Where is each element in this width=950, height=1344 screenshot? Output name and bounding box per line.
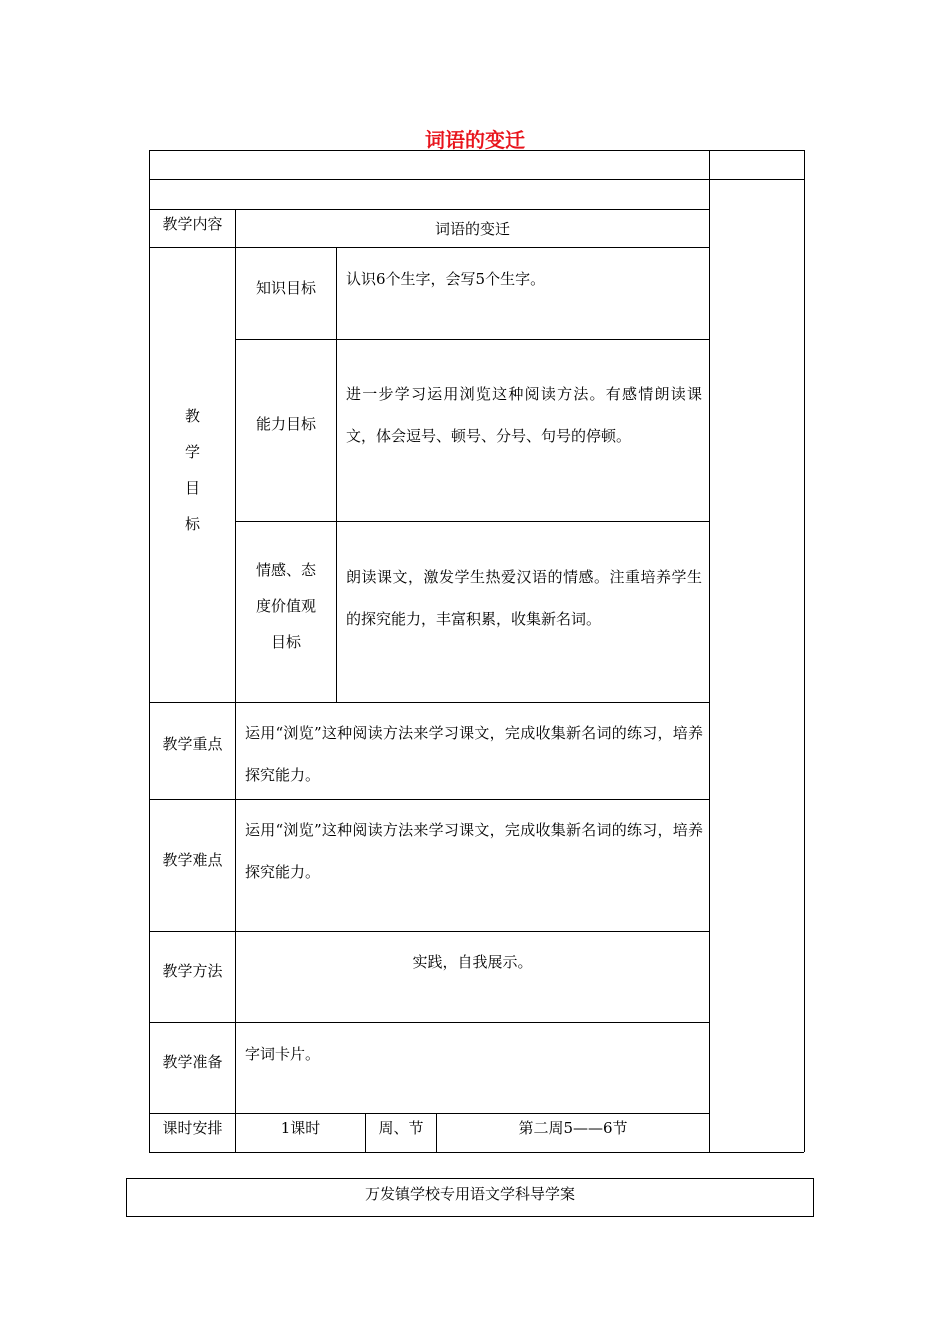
difficulty-text: 运用“浏览”这种阅读方法来学习课文，完成收集新名词的练习，培养探究能力。 bbox=[245, 821, 703, 881]
content-label: 教学内容 bbox=[162, 215, 223, 233]
schedule-week-value: 第二周5——6节 bbox=[518, 1119, 628, 1137]
key-label: 教学重点 bbox=[162, 735, 223, 753]
method-label: 教学方法 bbox=[162, 962, 223, 980]
footer-text: 万发镇学校专用语文学科导学案 bbox=[364, 1185, 575, 1203]
objectives-char: 标 bbox=[184, 515, 200, 533]
schedule-week-label: 周、节 bbox=[378, 1119, 424, 1137]
prep-label: 教学准备 bbox=[162, 1053, 223, 1071]
emotion-label-line: 目标 bbox=[270, 633, 301, 651]
emotion-label bbox=[236, 551, 336, 661]
emotion-label-line: 情感、态 bbox=[255, 561, 316, 579]
method-text: 实践，自我展示。 bbox=[412, 953, 533, 971]
emotion-text: 朗读课文，激发学生热爱汉语的情感。注重培养学生的探究能力，丰富积累，收集新名词。 bbox=[346, 568, 702, 628]
objectives-char: 目 bbox=[184, 479, 200, 497]
ability-text: 进一步学习运用浏览这种阅读方法。有感情朗读课文，体会逗号、顿号、分号、句号的停顿。 bbox=[346, 385, 702, 445]
footer-box bbox=[126, 1178, 814, 1217]
page-title: 词语的变迁 bbox=[425, 128, 525, 152]
schedule-label: 课时安排 bbox=[162, 1119, 223, 1137]
objectives-char: 教 bbox=[184, 407, 200, 425]
knowledge-text: 认识6个生字，会写5个生字。 bbox=[346, 270, 546, 288]
prep-text: 字词卡片。 bbox=[245, 1045, 321, 1063]
objectives-char: 学 bbox=[184, 443, 200, 461]
knowledge-label: 知识目标 bbox=[255, 279, 316, 297]
schedule-hours: 1课时 bbox=[280, 1119, 321, 1137]
key-text: 运用“浏览”这种阅读方法来学习课文，完成收集新名词的练习，培养探究能力。 bbox=[245, 724, 703, 784]
ability-label: 能力目标 bbox=[255, 415, 316, 433]
difficulty-label: 教学难点 bbox=[162, 851, 223, 869]
objectives-label bbox=[150, 398, 235, 542]
emotion-label-line: 度价值观 bbox=[255, 597, 316, 615]
content-value: 词语的变迁 bbox=[434, 220, 510, 238]
